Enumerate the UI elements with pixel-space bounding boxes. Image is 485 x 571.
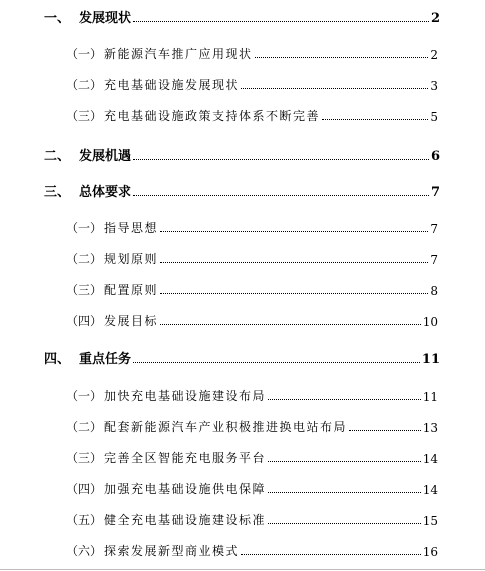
toc-entry-page: 11 xyxy=(422,390,438,404)
toc-entry-page: 3 xyxy=(430,79,438,93)
toc-entry-number: （四） xyxy=(66,314,103,328)
toc-entry[interactable] xyxy=(66,510,438,528)
toc-entry-page: 6 xyxy=(430,149,440,164)
toc-entry-title: 发展目标 xyxy=(104,314,159,328)
toc-entry-number: 二、 xyxy=(44,149,71,164)
toc-entry[interactable] xyxy=(66,106,438,124)
dot-leader xyxy=(133,195,429,196)
toc-entry-page: 5 xyxy=(430,110,438,124)
toc-entry[interactable] xyxy=(66,541,438,559)
toc-entry[interactable] xyxy=(66,386,438,404)
toc-entry-number: （一） xyxy=(66,221,103,235)
dot-leader xyxy=(160,324,421,325)
toc-entry-number: （五） xyxy=(66,513,103,527)
toc-entry-title: 完善全区智能充电服务平台 xyxy=(104,451,267,465)
toc-entry[interactable] xyxy=(44,8,440,26)
toc-entry-number: （四） xyxy=(66,482,103,496)
toc-entry-title: 配套新能源汽车产业积极推进换电站布局 xyxy=(104,420,348,434)
dot-leader xyxy=(268,399,421,400)
dot-leader xyxy=(268,461,421,462)
toc-entry-title: 配置原则 xyxy=(104,283,159,297)
toc-entry-page: 7 xyxy=(430,222,438,236)
toc-entry-number: （一） xyxy=(66,389,103,403)
toc-entry-title: 充电基础设施政策支持体系不断完善 xyxy=(104,109,321,123)
dot-leader xyxy=(322,119,428,120)
toc-entry-number: （三） xyxy=(66,283,103,297)
toc-entry[interactable] xyxy=(66,280,438,298)
toc-entry-page: 16 xyxy=(422,545,438,559)
toc-entry-title: 发展现状 xyxy=(79,11,132,26)
toc-entry-page: 2 xyxy=(430,48,438,62)
toc-entry-title: 充电基础设施发展现状 xyxy=(104,78,240,92)
dot-leader xyxy=(241,554,421,555)
toc-entry-page: 14 xyxy=(422,452,438,466)
dot-leader xyxy=(255,57,429,58)
toc-entry-page: 7 xyxy=(430,185,440,200)
dot-leader xyxy=(160,293,428,294)
toc-entry-number: （三） xyxy=(66,109,103,123)
toc-entry-number: 四、 xyxy=(44,352,71,367)
toc-entry-number: （三） xyxy=(66,451,103,465)
toc-entry-number: 三、 xyxy=(44,185,71,200)
toc-entry-page: 2 xyxy=(430,11,440,26)
toc-entry[interactable] xyxy=(66,479,438,497)
toc-entry-page: 10 xyxy=(422,315,438,329)
toc-entry-title: 加强充电基础设施供电保障 xyxy=(104,482,267,496)
toc-entry-title: 指导思想 xyxy=(104,221,159,235)
dot-leader xyxy=(133,21,429,22)
toc-entry-page: 13 xyxy=(422,421,438,435)
toc-entry-page: 15 xyxy=(422,514,438,528)
toc-entry-title: 加快充电基础设施建设布局 xyxy=(104,389,267,403)
dot-leader xyxy=(349,430,421,431)
toc-entry-title: 总体要求 xyxy=(79,185,132,200)
toc-entry-title: 探索发展新型商业模式 xyxy=(104,544,240,558)
toc-entry-number: 一、 xyxy=(44,11,71,26)
toc-entry-number: （二） xyxy=(66,78,103,92)
toc-entry-title: 发展机遇 xyxy=(79,149,132,164)
toc-entry-number: （六） xyxy=(66,544,103,558)
page-bottom-divider xyxy=(0,569,485,570)
dot-leader xyxy=(268,492,421,493)
toc-entry[interactable] xyxy=(44,146,440,164)
toc-entry[interactable] xyxy=(66,44,438,62)
toc-entry[interactable] xyxy=(44,182,440,200)
toc-entry[interactable] xyxy=(66,311,438,329)
dot-leader xyxy=(160,231,428,232)
toc-entry-number: （二） xyxy=(66,420,103,434)
toc-entry[interactable] xyxy=(66,75,438,93)
toc-entry-title: 新能源汽车推广应用现状 xyxy=(104,47,253,61)
toc-entry-page: 7 xyxy=(430,253,438,267)
toc-entry-number: （一） xyxy=(66,47,103,61)
dot-leader xyxy=(133,362,420,363)
toc-entry[interactable] xyxy=(66,448,438,466)
toc-entry-title: 重点任务 xyxy=(79,352,132,367)
dot-leader xyxy=(268,523,421,524)
toc-entry-title: 规划原则 xyxy=(104,252,159,266)
toc-entry-title: 健全充电基础设施建设标准 xyxy=(104,513,267,527)
dot-leader xyxy=(160,262,428,263)
toc-entry-page: 8 xyxy=(430,284,438,298)
toc-entry[interactable] xyxy=(66,249,438,267)
toc-entry-page: 11 xyxy=(421,352,440,367)
toc-entry-page: 14 xyxy=(422,483,438,497)
dot-leader xyxy=(133,159,429,160)
toc-entry[interactable] xyxy=(66,218,438,236)
dot-leader xyxy=(241,88,428,89)
toc-entry[interactable] xyxy=(66,417,438,435)
toc-entry-number: （二） xyxy=(66,252,103,266)
toc-entry[interactable] xyxy=(44,349,440,367)
